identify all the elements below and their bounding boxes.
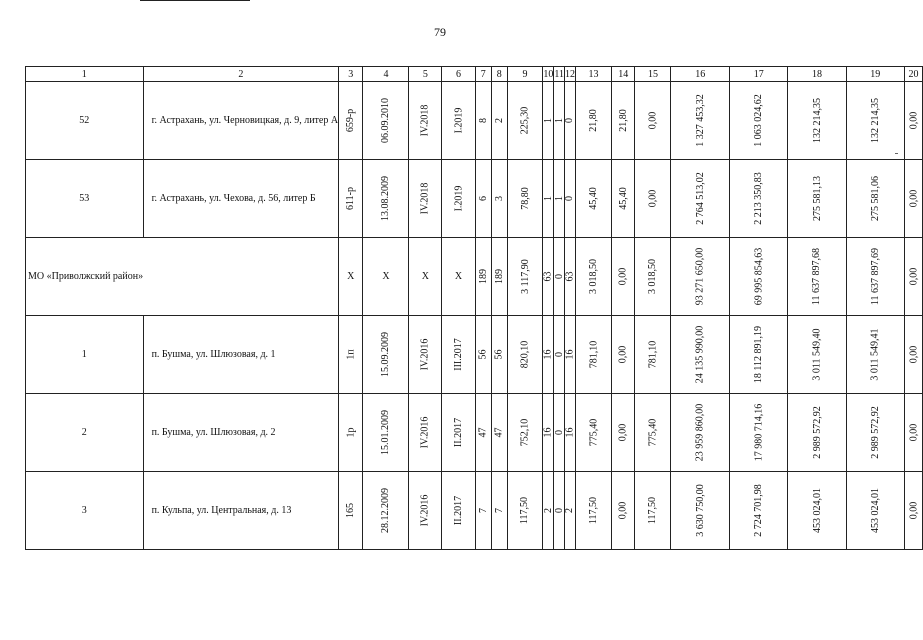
page-number: 79 <box>434 25 446 39</box>
region-share-cell <box>788 160 846 238</box>
column-header: 13 <box>575 67 611 82</box>
resettled-count-cell <box>491 472 507 550</box>
resettled-count-cell <box>491 160 507 238</box>
premises-total-cell <box>543 316 554 394</box>
area-total-cell <box>507 160 543 238</box>
area-private-cell <box>611 394 635 472</box>
cost-total-cell <box>671 82 730 160</box>
fund-share: 69 995 854,63 <box>753 247 765 306</box>
residents-count: 7 <box>477 508 489 513</box>
premises-total: 16 <box>542 427 554 438</box>
fund-share-cell <box>729 82 788 160</box>
completion-quarter: II.2017 <box>452 495 464 526</box>
resettled-count-cell <box>491 394 507 472</box>
premises-total: 63 <box>542 271 554 282</box>
completion-quarter-cell <box>442 472 476 550</box>
area-total: 3 117,90 <box>519 259 531 294</box>
residents-count-cell <box>475 394 491 472</box>
area-total: 78,80 <box>519 187 531 210</box>
premises-municipal: 16 <box>564 427 576 438</box>
column-header: 9 <box>507 67 543 82</box>
cost-total: 24 135 990,00 <box>694 325 706 384</box>
area-resettled: 775,40 <box>587 418 599 447</box>
area-total-cell <box>507 394 543 472</box>
area-private: 21,80 <box>617 109 629 132</box>
area-resettled-cell <box>575 160 611 238</box>
fund-share-cell <box>729 316 788 394</box>
fund-share-cell <box>729 160 788 238</box>
region-share: 11 637 897,68 <box>811 247 823 306</box>
premises-municipal-cell <box>564 82 575 160</box>
local-share-cell <box>846 472 904 550</box>
address: п. Кульпа, ул. Центральная, д. 13 <box>143 472 339 550</box>
cost-total-cell <box>671 316 730 394</box>
region-share: 275 581,13 <box>811 176 823 221</box>
column-number-row <box>26 67 923 82</box>
premises-municipal-cell <box>564 316 575 394</box>
local-share: 2 989 572,92 <box>869 406 881 459</box>
column-header: 5 <box>409 67 442 82</box>
extra-funds: 0,00 <box>908 345 920 364</box>
area-resettled-cell <box>575 316 611 394</box>
group-label-blank <box>143 238 339 316</box>
premises-municipal-cell <box>564 160 575 238</box>
region-share: 453 024,01 <box>811 488 823 533</box>
column-header: 15 <box>635 67 671 82</box>
resolution-number: 1р <box>345 427 357 438</box>
cost-total: 2 764 513,02 <box>694 172 706 225</box>
area-private: 0,00 <box>617 345 629 364</box>
region-share-cell <box>788 316 846 394</box>
area-private: 0,00 <box>617 501 629 520</box>
extra-funds-cell <box>904 472 923 550</box>
premises-municipal-cell <box>564 472 575 550</box>
resolution-number-cell <box>339 316 363 394</box>
group-row <box>26 238 923 316</box>
column-header: 11 <box>554 68 564 80</box>
area-total: 225,30 <box>519 106 531 135</box>
planned-quarter: IV.2016 <box>419 338 431 371</box>
resettled-count-cell <box>491 82 507 160</box>
area-municipal-cell <box>635 472 671 550</box>
area-total-cell <box>507 82 543 160</box>
residents-count-cell <box>475 472 491 550</box>
area-resettled-cell <box>575 238 611 316</box>
planned-quarter: X <box>409 238 442 316</box>
local-share: 275 581,06 <box>869 176 881 221</box>
premises-municipal-cell <box>564 238 575 316</box>
fund-share: 2 213 350,83 <box>753 172 765 225</box>
resolution-date: X <box>363 238 409 316</box>
area-municipal: 0,00 <box>647 189 659 208</box>
column-header: 2 <box>143 67 339 82</box>
residents-count-cell <box>475 82 491 160</box>
premises-private: 1 <box>553 118 565 123</box>
premises-total-cell <box>543 394 554 472</box>
area-resettled: 21,80 <box>587 109 599 132</box>
region-share-cell <box>788 82 846 160</box>
cost-total-cell <box>671 472 730 550</box>
local-share-cell <box>846 160 904 238</box>
column-header: 4 <box>363 67 409 82</box>
table-row <box>26 160 923 238</box>
column-header: 12 <box>564 68 575 80</box>
resolution-date: 15.09.2009 <box>380 332 392 377</box>
column-header: 19 <box>846 67 904 82</box>
resolution-date: 06.09.2010 <box>380 98 392 143</box>
planned-quarter-cell <box>409 160 442 238</box>
resolution-date-cell <box>363 82 409 160</box>
area-private: 45,40 <box>617 187 629 210</box>
table-row <box>26 82 923 160</box>
extra-funds: 0,00 <box>908 501 920 520</box>
extra-funds: 0,00 <box>908 111 920 130</box>
area-municipal-cell <box>635 316 671 394</box>
planned-quarter-cell <box>409 82 442 160</box>
premises-private-cell <box>554 160 565 238</box>
premises-total: 1 <box>542 196 554 201</box>
column-header: 3 <box>339 67 363 82</box>
local-share-cell <box>846 394 904 472</box>
planned-quarter: IV.2018 <box>419 182 431 215</box>
fund-share-cell <box>729 394 788 472</box>
address: г. Астрахань, ул. Черновицкая, д. 9, литер А <box>143 82 339 160</box>
extra-funds-cell <box>904 394 923 472</box>
address: г. Астрахань, ул. Чехова, д. 56, литер Б <box>143 160 339 238</box>
premises-total: 2 <box>542 508 554 513</box>
premises-private-cell <box>554 238 565 316</box>
area-municipal-cell <box>635 238 671 316</box>
resolution-number-cell <box>339 394 363 472</box>
column-header: 6 <box>442 67 476 82</box>
table-body <box>26 67 923 550</box>
region-share-cell <box>788 394 846 472</box>
fund-share: 2 724 701,98 <box>753 484 765 537</box>
premises-total: 1 <box>542 118 554 123</box>
resolution-date-cell <box>363 160 409 238</box>
area-private: 0,00 <box>617 423 629 442</box>
table-row <box>26 316 923 394</box>
resolution-date: 15.01.2009 <box>380 410 392 455</box>
extra-funds: 0,00 <box>908 267 920 286</box>
area-private-cell <box>611 472 635 550</box>
premises-private-cell <box>554 82 565 160</box>
completion-quarter: I.2019 <box>452 185 464 212</box>
extra-funds-cell <box>904 82 923 160</box>
fund-share: 18 112 891,19 <box>753 325 765 384</box>
fund-share-cell <box>729 472 788 550</box>
resolution-number: 1п <box>345 349 357 360</box>
row-number: 53 <box>26 160 144 238</box>
premises-total-cell <box>543 472 554 550</box>
resettled-count-cell <box>491 238 507 316</box>
fund-share: 1 063 024,62 <box>753 94 765 147</box>
premises-total: 16 <box>542 349 554 360</box>
resolution-number: X <box>339 238 363 316</box>
area-private-cell <box>611 160 635 238</box>
residents-count: 8 <box>477 118 489 123</box>
area-total: 752,10 <box>519 418 531 447</box>
resettled-count: 2 <box>493 118 505 123</box>
resolution-date: 28.12.2009 <box>380 488 392 533</box>
region-share-cell <box>788 472 846 550</box>
row-number: 2 <box>26 394 144 472</box>
extra-funds-cell <box>904 160 923 238</box>
resettled-count-cell <box>491 316 507 394</box>
area-resettled: 45,40 <box>587 187 599 210</box>
resolution-number: 659-р <box>345 108 357 133</box>
premises-private: 0 <box>553 430 565 435</box>
resettled-count: 7 <box>493 508 505 513</box>
fund-share-cell <box>729 238 788 316</box>
column-header: 16 <box>671 67 730 82</box>
planned-quarter: IV.2018 <box>419 104 431 137</box>
column-header: 17 <box>729 67 788 82</box>
area-total-cell <box>507 316 543 394</box>
resolution-date: 13.08.2009 <box>380 176 392 221</box>
residents-count: 56 <box>477 349 489 360</box>
area-total: 117,50 <box>519 496 531 525</box>
column-header: 20 <box>904 67 923 82</box>
column-header: 7 <box>475 67 491 82</box>
local-share: 132 214,35 <box>869 98 881 143</box>
extra-funds-cell <box>904 238 923 316</box>
area-municipal-cell <box>635 394 671 472</box>
resolution-number: 165 <box>345 503 357 518</box>
column-header: 10 <box>543 68 554 80</box>
column-header: 8 <box>491 67 507 82</box>
residents-count-cell <box>475 238 491 316</box>
resettled-count: 3 <box>493 196 505 201</box>
resolution-date-cell <box>363 316 409 394</box>
local-share-cell <box>846 82 904 160</box>
resettled-count: 189 <box>493 269 505 284</box>
completion-quarter-cell <box>442 160 476 238</box>
premises-municipal: 0 <box>564 196 576 201</box>
planned-quarter-cell <box>409 394 442 472</box>
premises-private-cell <box>554 394 565 472</box>
local-share-cell <box>846 238 904 316</box>
premises-private-cell <box>554 316 565 394</box>
area-total-cell <box>507 472 543 550</box>
area-private: 0,00 <box>617 267 629 286</box>
premises-private: 1 <box>553 196 565 201</box>
area-municipal-cell <box>635 160 671 238</box>
completion-quarter: X <box>442 238 476 316</box>
resettled-count: 47 <box>493 427 505 438</box>
column-header: 18 <box>788 67 846 82</box>
completion-quarter: I.2019 <box>452 107 464 134</box>
local-share: 3 011 549,41 <box>869 328 881 381</box>
area-municipal: 775,40 <box>647 418 659 447</box>
planned-quarter: IV.2016 <box>419 416 431 449</box>
cost-total-cell <box>671 238 730 316</box>
area-total-cell <box>507 238 543 316</box>
area-resettled: 117,50 <box>587 496 599 525</box>
registry-table <box>25 66 923 550</box>
local-share: 11 637 897,69 <box>869 247 881 306</box>
residents-count: 6 <box>477 196 489 201</box>
completion-quarter-cell <box>442 316 476 394</box>
completion-quarter-cell <box>442 394 476 472</box>
planned-quarter: IV.2016 <box>419 494 431 527</box>
resolution-date-cell <box>363 472 409 550</box>
area-resettled-cell <box>575 82 611 160</box>
premises-municipal: 0 <box>564 118 576 123</box>
residents-count: 47 <box>477 427 489 438</box>
group-label: МО «Приволжский район» <box>26 238 144 316</box>
local-share: 453 024,01 <box>869 488 881 533</box>
extra-funds: 0,00 <box>908 423 920 442</box>
row-number: 1 <box>26 316 144 394</box>
area-municipal: 0,00 <box>647 111 659 130</box>
address: п. Бушма, ул. Шлюзовая, д. 2 <box>143 394 339 472</box>
column-header: 14 <box>611 67 635 82</box>
cost-total-cell <box>671 394 730 472</box>
premises-municipal-cell <box>564 394 575 472</box>
resolution-number-cell <box>339 82 363 160</box>
cost-total-cell <box>671 160 730 238</box>
premises-total-cell <box>543 238 554 316</box>
premises-municipal: 63 <box>564 271 576 282</box>
top-rule <box>140 0 250 1</box>
resolution-number-cell <box>339 160 363 238</box>
column-header: 1 <box>26 67 144 82</box>
region-share: 3 011 549,40 <box>811 328 823 381</box>
completion-quarter: II.2017 <box>452 417 464 448</box>
area-municipal: 3 018,50 <box>647 259 659 294</box>
table-row <box>26 472 923 550</box>
row-number: 3 <box>26 472 144 550</box>
residents-count-cell <box>475 316 491 394</box>
premises-private: 0 <box>553 352 565 357</box>
extra-funds: 0,00 <box>908 189 920 208</box>
resettled-count: 56 <box>493 349 505 360</box>
resolution-date-cell <box>363 394 409 472</box>
completion-quarter-cell <box>442 82 476 160</box>
fund-share: 17 980 714,16 <box>753 403 765 462</box>
planned-quarter-cell <box>409 316 442 394</box>
area-resettled-cell <box>575 472 611 550</box>
address: п. Бушма, ул. Шлюзовая, д. 1 <box>143 316 339 394</box>
premises-municipal: 2 <box>564 508 576 513</box>
region-share: 132 214,35 <box>811 98 823 143</box>
area-private-cell <box>611 316 635 394</box>
premises-private-cell <box>554 472 565 550</box>
completion-quarter: III.2017 <box>452 338 464 371</box>
area-resettled: 781,10 <box>587 340 599 369</box>
cost-total: 3 630 750,00 <box>694 484 706 537</box>
premises-total-cell <box>543 82 554 160</box>
resolution-number-cell <box>339 472 363 550</box>
region-share: 2 989 572,92 <box>811 406 823 459</box>
premises-private: 0 <box>553 508 565 513</box>
area-resettled: 3 018,50 <box>587 259 599 294</box>
premises-private: 0 <box>553 274 565 279</box>
area-municipal: 781,10 <box>647 340 659 369</box>
area-private-cell <box>611 238 635 316</box>
area-total: 820,10 <box>519 340 531 369</box>
resolution-number: 611-р <box>345 187 357 210</box>
cost-total: 23 959 860,00 <box>694 403 706 462</box>
region-share-cell <box>788 238 846 316</box>
table-row <box>26 394 923 472</box>
cost-total: 93 271 650,00 <box>694 247 706 306</box>
residents-count-cell <box>475 160 491 238</box>
cost-total: 1 327 453,32 <box>694 94 706 147</box>
row-number: 52 <box>26 82 144 160</box>
premises-municipal: 16 <box>564 349 576 360</box>
local-share-cell <box>846 316 904 394</box>
area-resettled-cell <box>575 394 611 472</box>
area-private-cell <box>611 82 635 160</box>
planned-quarter-cell <box>409 472 442 550</box>
premises-total-cell <box>543 160 554 238</box>
area-municipal: 117,50 <box>647 496 659 525</box>
residents-count: 189 <box>477 269 489 284</box>
area-municipal-cell <box>635 82 671 160</box>
extra-funds-cell <box>904 316 923 394</box>
